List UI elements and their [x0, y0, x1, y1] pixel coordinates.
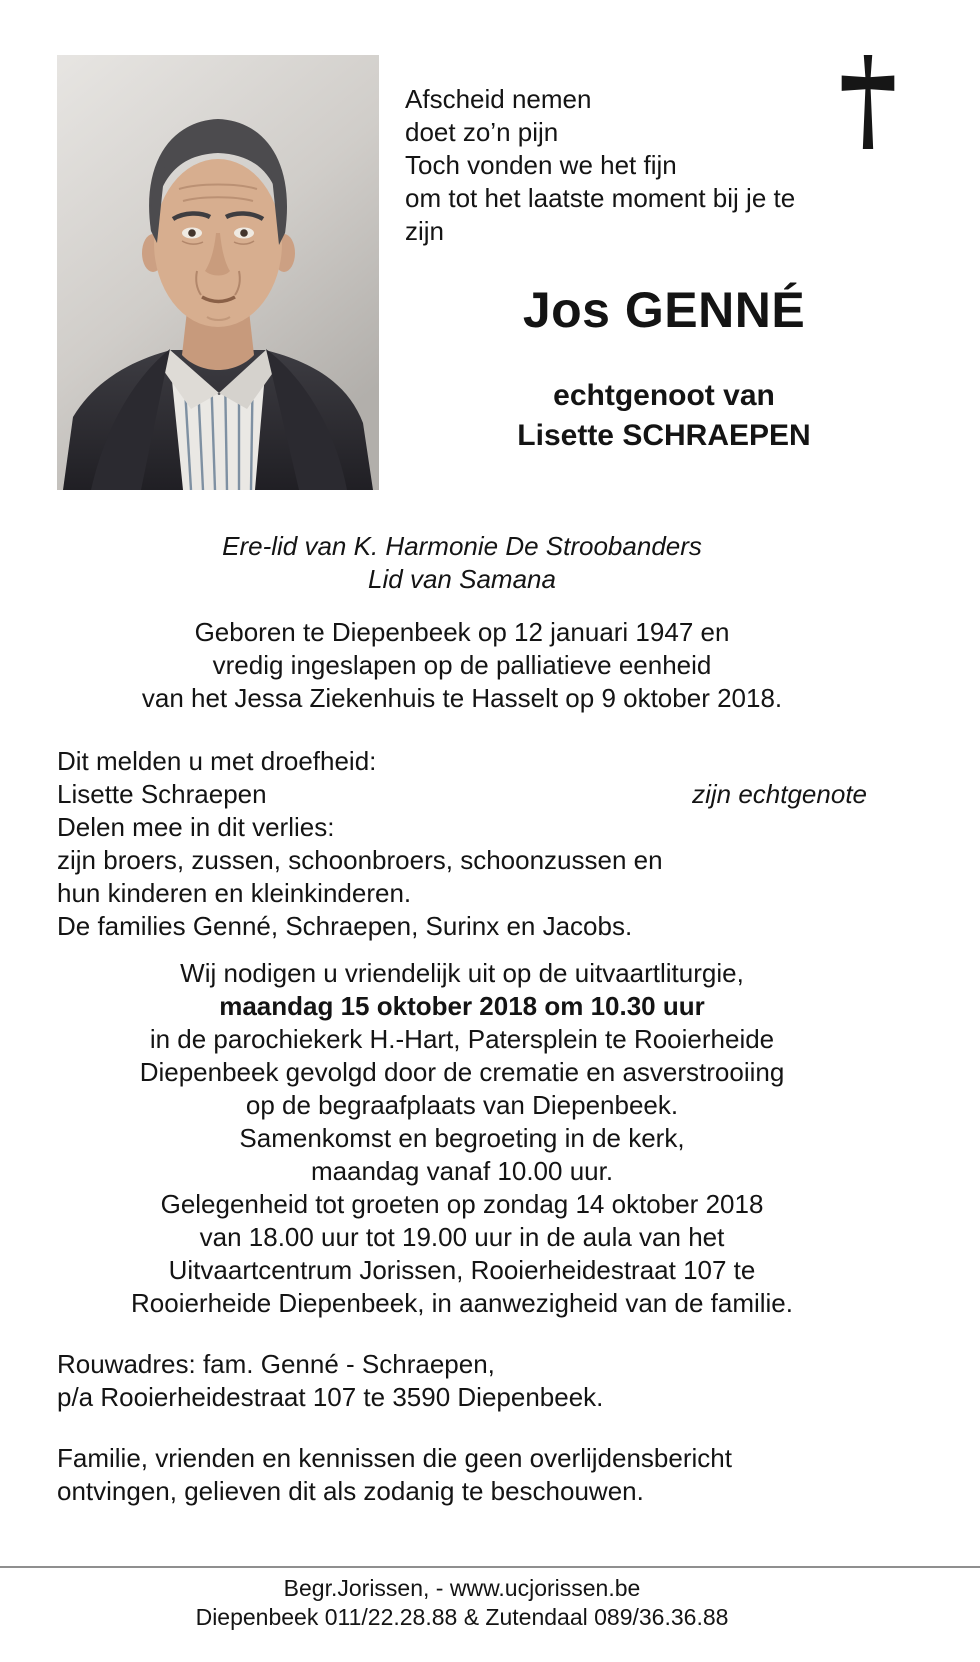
- service-detail-line: op de begraafplaats van Diepenbeek.: [245, 1090, 679, 1120]
- deceased-name: Jos GENNÉ: [522, 282, 806, 338]
- main-text: [57, 530, 867, 1508]
- service-datetime: maandag 15 oktober 2018 om 10.30 uur: [219, 991, 705, 1021]
- relatives-line: De families Genné, Schraepen, Surinx en Jacobs.: [57, 911, 633, 941]
- service-detail-line: Gelegenheid tot groeten op zondag 14 oktober 2018: [160, 1189, 764, 1219]
- funeral-home-line: Begr.Jorissen, - www.ucjorissen.be: [283, 1575, 641, 1601]
- membership-line: Lid van Samana: [368, 564, 556, 594]
- service-detail-line: Rooierheide Diepenbeek, in aanwezigheid van de familie.: [131, 1288, 793, 1318]
- funeral-home-phones: Diepenbeek 011/22.28.88 & Zutendaal 089/36.36.88: [195, 1604, 729, 1630]
- funeral-service: [57, 957, 867, 1320]
- footer: [57, 1574, 867, 1632]
- spouse-name: Lisette SCHRAEPEN: [517, 419, 811, 452]
- poem-line: om tot het laatste moment bij je te: [405, 183, 796, 213]
- life-line: Geboren te Diepenbeek op 12 januari 1947 en: [194, 617, 730, 647]
- announcement-intro: Dit melden u met droefheid:: [57, 746, 377, 776]
- service-detail-line: van 18.00 uur tot 19.00 uur in de aula van het: [199, 1222, 725, 1252]
- wife-relation: zijn echtgenote: [692, 779, 867, 809]
- relation-label: echtgenoot van: [553, 379, 775, 412]
- poem-line: Afscheid nemen: [405, 84, 592, 114]
- service-detail-line: Diepenbeek gevolgd door de crematie en asverstrooiing: [139, 1057, 785, 1087]
- service-invite: Wij nodigen u vriendelijk uit op de uitvaartliturgie,: [180, 958, 744, 988]
- notice-line: ontvingen, gelieven dit als zodanig te beschouwen.: [57, 1476, 644, 1506]
- announcement: [57, 745, 867, 943]
- life-line: van het Jessa Ziekenhuis te Hasselt op 9 oktober 2018.: [141, 683, 783, 713]
- poem-line: zijn: [405, 216, 445, 246]
- service-detail-line: in de parochiekerk H.-Hart, Patersplein te Rooierheide: [149, 1024, 775, 1054]
- relatives-line: hun kinderen en kleinkinderen.: [57, 878, 412, 908]
- life-dates: [57, 616, 867, 715]
- wife-name: Lisette Schraepen: [57, 779, 267, 809]
- farewell-poem: [405, 83, 923, 248]
- share-intro: Delen mee in dit verlies:: [57, 812, 335, 842]
- mourning-address-line: p/a Rooierheidestraat 107 te 3590 Diepenbeek.: [57, 1382, 604, 1412]
- membership-line: Ere-lid van K. Harmonie De Stroobanders: [222, 531, 702, 561]
- life-line: vredig ingeslapen op de palliatieve eenheid: [212, 650, 712, 680]
- header-text-column: [405, 83, 923, 456]
- mourning-address: [57, 1348, 867, 1414]
- spouse-block: [405, 376, 923, 456]
- poem-line: Toch vonden we het fijn: [405, 150, 677, 180]
- relatives-line: zijn broers, zussen, schoonbroers, schoonzussen en: [57, 845, 663, 875]
- footer-divider: [0, 1566, 980, 1568]
- notice: [57, 1442, 867, 1508]
- mourning-address-line: Rouwadres: fam. Genné - Schraepen,: [57, 1349, 495, 1379]
- service-detail-line: Samenkomst en begroeting in de kerk,: [239, 1123, 685, 1153]
- memberships: [57, 530, 867, 596]
- portrait-photo-icon: [57, 55, 379, 490]
- poem-line: doet zo’n pijn: [405, 117, 559, 147]
- header: [57, 55, 923, 495]
- portrait-photo: [57, 55, 379, 490]
- service-detail-line: Uitvaartcentrum Jorissen, Rooierheidestraat 107 te: [168, 1255, 756, 1285]
- notice-line: Familie, vrienden en kennissen die geen overlijdensbericht: [57, 1443, 732, 1473]
- wife-row: [57, 778, 867, 811]
- service-detail-line: maandag vanaf 10.00 uur.: [310, 1156, 614, 1186]
